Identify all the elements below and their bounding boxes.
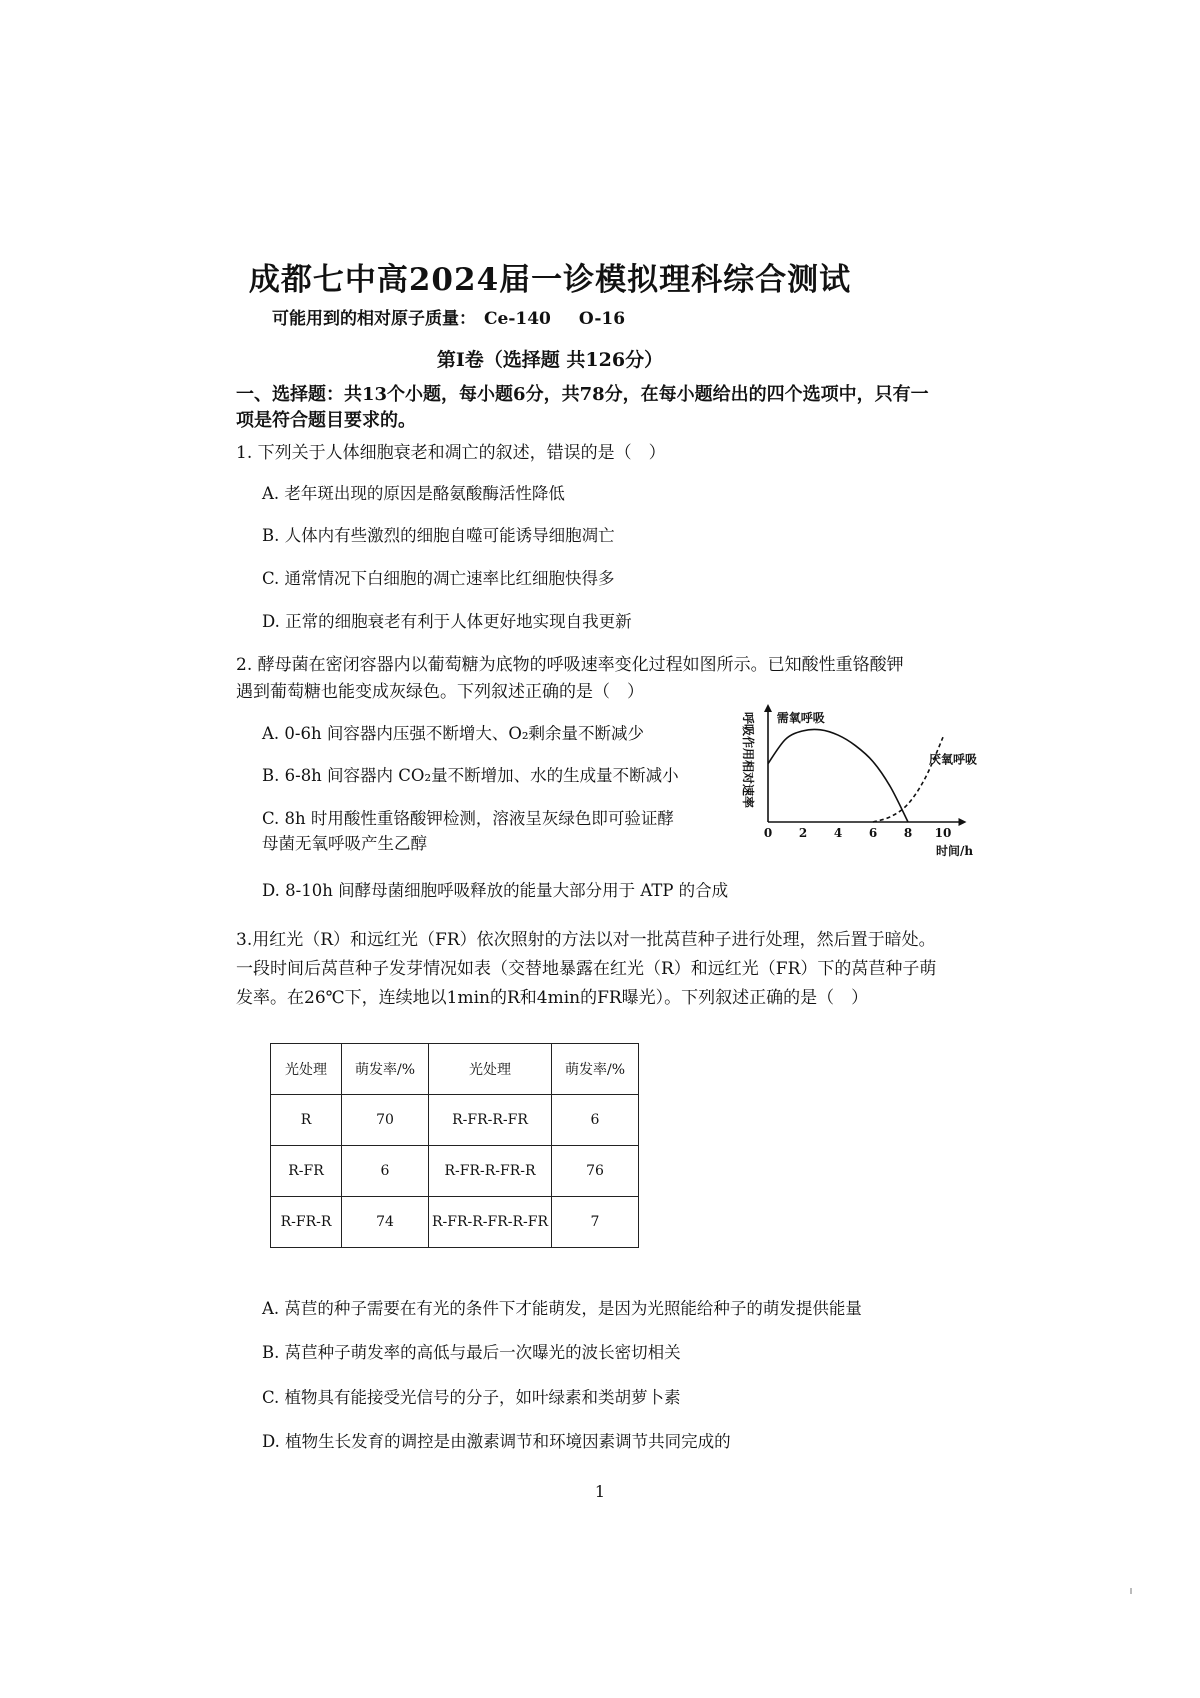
table-cell: R-FR-R-FR-R <box>429 1146 552 1197</box>
x-tick-label: 6 <box>868 826 878 840</box>
chart-y-axis-label: 呼吸作用相对速率 <box>741 711 755 809</box>
light-treatment-table <box>270 1043 639 1248</box>
q3-option-d: D. 植物生长发育的调控是由激素调节和环境因素调节共同完成的 <box>262 1432 731 1451</box>
table-cell: R-FR-R-FR <box>429 1095 552 1146</box>
table-cell: R-FR-R-FR-R-FR <box>429 1197 552 1248</box>
q3-option-a: A. 莴苣的种子需要在有光的条件下才能萌发，是因为光照能给种子的萌发提供能量 <box>262 1299 862 1318</box>
exam-title: 成都七中高2024届一诊模拟理科综合测试 <box>248 262 852 298</box>
q2-stem-line-1: 2. 酵母菌在密闭容器内以葡萄糖为底物的呼吸速率变化过程如图所示。已知酸性重铬酸钾 <box>236 655 904 675</box>
q3-stem-line-2: 一段时间后莴苣种子发芽情况如表（交替地暴露在红光（R）和远红光（FR）下的莴苣种子萌 <box>236 959 937 979</box>
scan-speck <box>1130 1588 1132 1594</box>
table-cell: R-FR-R <box>271 1197 342 1248</box>
q1-option-c: C. 通常情况下白细胞的凋亡速率比红细胞快得多 <box>262 569 615 588</box>
atomic-mass-o: O-16 <box>578 309 626 329</box>
x-tick-label: 4 <box>833 826 843 840</box>
q1-option-b: B. 人体内有些激烈的细胞自噬可能诱导细胞凋亡 <box>262 526 615 545</box>
table-cell: 7 <box>552 1197 639 1248</box>
table-header-cell: 光处理 <box>429 1044 552 1095</box>
q3-option-b: B. 莴苣种子萌发率的高低与最后一次曝光的波长密切相关 <box>262 1343 681 1362</box>
q2-option-a: A. 0-6h 间容器内压强不断增大、O₂剩余量不断减少 <box>262 724 644 743</box>
table-row <box>271 1146 639 1197</box>
q2-option-c: C. 8h 时用酸性重铬酸钾检测，溶液呈灰绿色即可验证酵 <box>262 809 674 828</box>
table-header-row <box>271 1044 639 1095</box>
series-line-anaerobic <box>873 737 943 822</box>
q1-stem: 1. 下列关于人体细胞衰老和凋亡的叙述，错误的是（ ） <box>236 443 666 463</box>
table-cell: R-FR <box>271 1146 342 1197</box>
table-row <box>271 1197 639 1248</box>
q1-option-d: D. 正常的细胞衰老有利于人体更好地实现自我更新 <box>262 612 632 631</box>
instructions-line-1: 一、选择题：共13个小题，每小题6分，共78分，在每小题给出的四个选项中，只有一 <box>236 384 929 405</box>
chart-y-arrow <box>764 704 772 712</box>
atomic-mass-line <box>272 304 625 329</box>
respiration-rate-chart <box>730 690 1000 860</box>
q2-option-b: B. 6-8h 间容器内 CO₂量不断增加、水的生成量不断减小 <box>262 766 679 785</box>
x-tick-label: 0 <box>763 826 773 840</box>
table-row <box>271 1095 639 1146</box>
section-title: 第Ⅰ卷（选择题 共126分） <box>436 349 664 371</box>
atomic-mass-ce: Ce-140 <box>484 309 551 329</box>
table-cell: 74 <box>342 1197 429 1248</box>
series-label-aerobic: 需氧呼吸 <box>776 711 825 725</box>
instructions-line-2: 项是符合题目要求的。 <box>236 410 416 431</box>
series-label-anaerobic: 厌氧呼吸 <box>929 752 978 767</box>
table-cell: 6 <box>342 1146 429 1197</box>
table-cell: R <box>271 1095 342 1146</box>
series-line-aerobic <box>768 729 908 822</box>
chart-x-axis-label: 时间/h <box>936 844 974 858</box>
q3-stem-line-1: 3.用红光（R）和远红光（FR）依次照射的方法以对一批莴苣种子进行处理，然后置于暗处。 <box>236 930 936 950</box>
chart-x-arrow <box>959 818 967 826</box>
q3-option-c: C. 植物具有能接受光信号的分子，如叶绿素和类胡萝卜素 <box>262 1388 681 1407</box>
x-tick-label: 2 <box>798 826 808 840</box>
q2-option-d: D. 8-10h 间酵母菌细胞呼吸释放的能量大部分用于 ATP 的合成 <box>262 881 729 900</box>
table-cell: 70 <box>342 1095 429 1146</box>
table-header-cell: 萌发率/% <box>552 1044 639 1095</box>
table-header-cell: 萌发率/% <box>342 1044 429 1095</box>
q1-option-a: A. 老年斑出现的原因是酪氨酸酶活性降低 <box>262 484 565 503</box>
table-header-cell: 光处理 <box>271 1044 342 1095</box>
q2-option-c-continued: 母菌无氧呼吸产生乙醇 <box>262 834 427 853</box>
table-cell: 6 <box>552 1095 639 1146</box>
x-tick-label: 10 <box>934 826 952 840</box>
x-tick-label: 8 <box>903 826 913 840</box>
page-number: 1 <box>594 1482 606 1501</box>
atomic-mass-label: 可能用到的相对原子质量： <box>272 309 476 329</box>
table-cell: 76 <box>552 1146 639 1197</box>
q3-stem-line-3: 发率。在26℃下，连续地以1min的R和4min的FR曝光）。下列叙述正确的是（ ） <box>236 988 869 1008</box>
q2-stem-line-2: 遇到葡萄糖也能变成灰绿色。下列叙述正确的是（ ） <box>236 682 644 702</box>
